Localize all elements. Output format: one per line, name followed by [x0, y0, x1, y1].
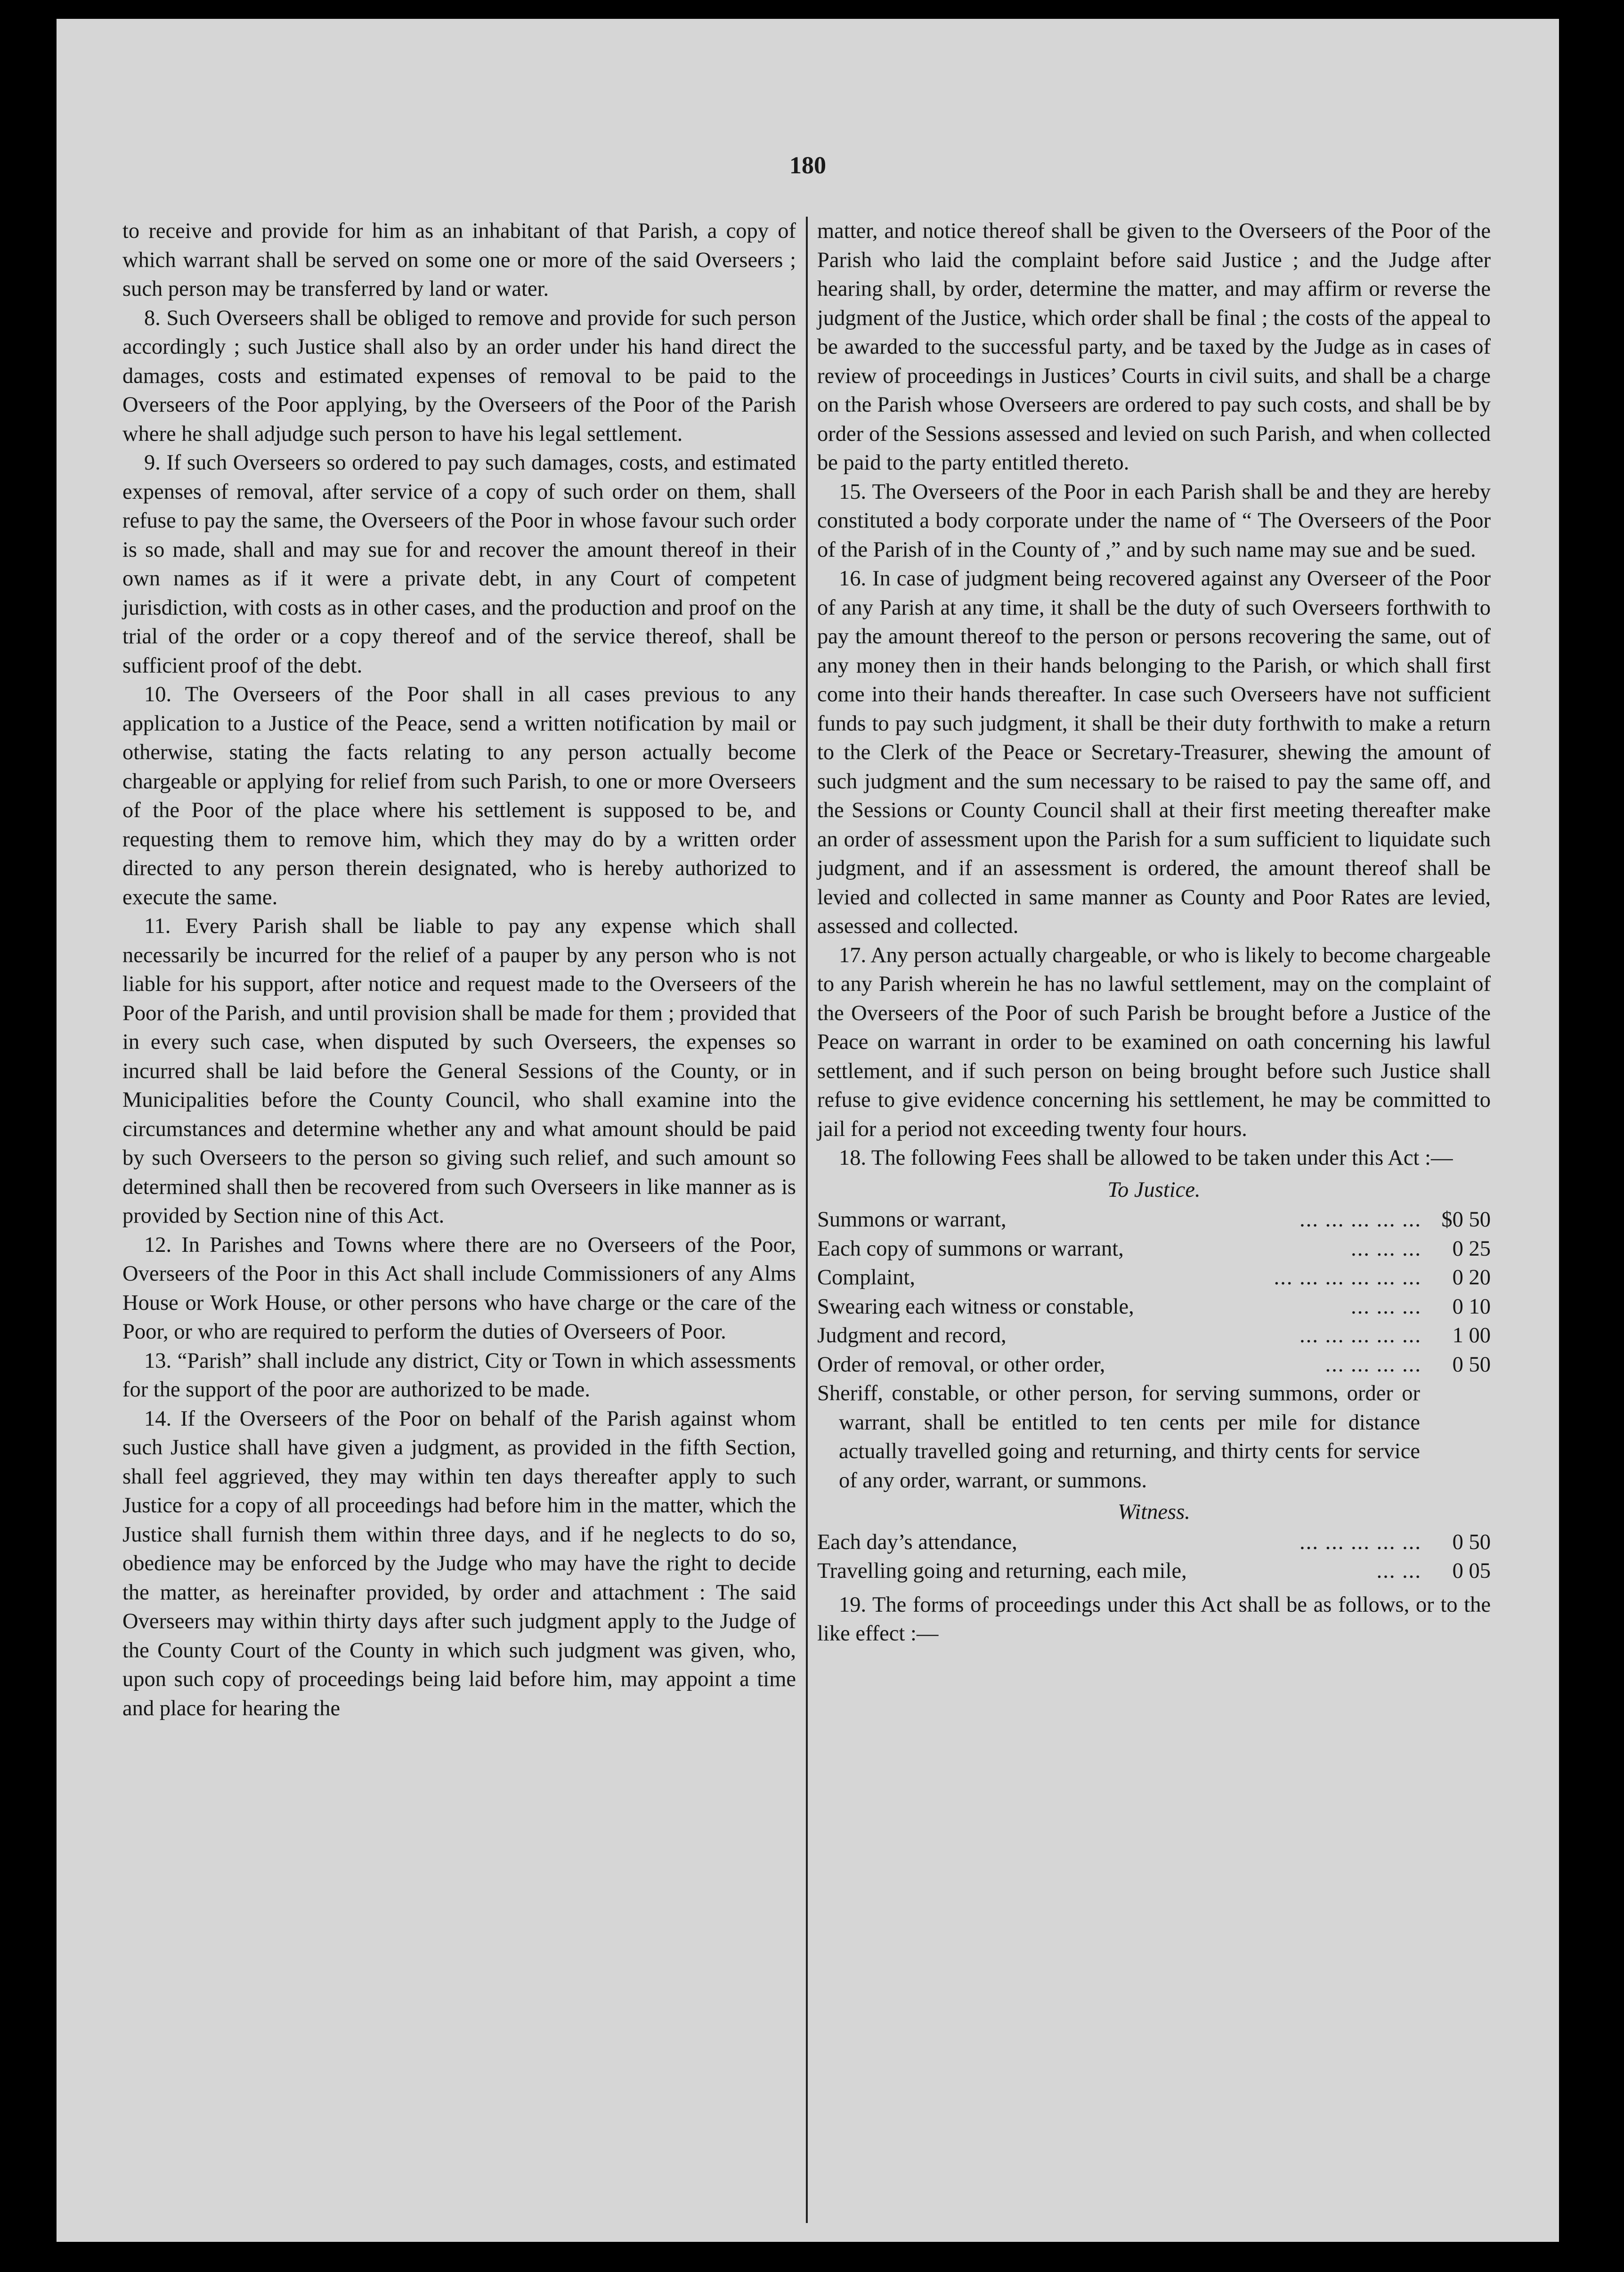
section-12: 12. In Parishes and Towns where there are no Overseers of the Poor, Overseers of the Poor in this Act shall include Commissioners of any Alms House or Work House, or other persons who have charge or the care of the Poor, or who are required to perform the duties of Overseers of Poor.	[122, 1233, 796, 1344]
section-8: 8. Such Overseers shall be obliged to remove and provide for such person accordingly ; such Justice shall also by an order under his hand direct the damages, costs and estimated expenses of removal to be paid to the Overseers of the Poor applying, by the Overseers of the Poor of the Parish where he shall adjudge such person to have his legal settlement.	[122, 306, 796, 446]
fee-row	[817, 1528, 1491, 1557]
fee-leader-dots: ... ... ... ... ... ...	[1274, 1266, 1421, 1290]
fee-amount: 0 05	[1452, 1559, 1491, 1583]
fee-row	[817, 1205, 1491, 1234]
fee-leader-dots: ... ... ...	[1351, 1294, 1421, 1319]
fee-label: Summons or warrant,	[817, 1208, 1007, 1232]
fee-amount: 0 50	[1452, 1352, 1491, 1377]
fee-leader-dots: ... ...	[1376, 1559, 1421, 1583]
fees-witness-heading: Witness.	[1118, 1500, 1190, 1524]
page-number: 180	[789, 152, 826, 179]
section-19: 19. The forms of proceedings under this Act shall be as follows, or to the like effect :—	[817, 1592, 1491, 1646]
fee-amount: 0 20	[1452, 1266, 1491, 1290]
fee-amount: 0 10	[1452, 1294, 1491, 1319]
fee-row	[817, 1292, 1491, 1322]
fee-row	[817, 1321, 1491, 1350]
section-10: 10. The Overseers of the Poor shall in all cases previous to any application to a Justice of the Peace, send a written notification by mail or otherwise, stating the facts relating to any person actually become chargeable or applying for relief from such Parish, to one or more Overseers of the Poor of the place where his settlement is supposed to be, and requesting them to remove him, which they may do by a written order directed to any person therein designated, who is hereby authorized to execute the same.	[122, 682, 796, 909]
section-15: 15. The Overseers of the Poor in each Parish shall be and they are hereby constituted a body corporate under the name of “ The Overseers of the Poor of the Parish of in the County of ,” and by such name may sue and be sued.	[817, 479, 1491, 562]
fee-row	[817, 1557, 1491, 1586]
section-13: 13. “Parish” shall include any district, City or Town in which assessments for the support of the poor are authorized to be made.	[122, 1348, 796, 1402]
fee-label: Each day’s attendance,	[817, 1530, 1017, 1554]
section-16: 16. In case of judgment being recovered against any Overseer of the Poor of any Parish at any time, it shall be the duty of such Overseers forthwith to pay the amount thereof to the person or persons recovering the same, out of any money then in their hands belonging to the Parish, or which shall first come into their hands thereafter. In case such Overseers have not sufficient funds to pay such judgment, it shall be their duty forthwith to make a return to the Clerk of the Peace or Secretary-Treasurer, shewing the amount of such judgment and the sum necessary to be raised to pay the same off, and the Sessions or County Council shall at their first meeting thereafter make an order of assessment upon the Parish for a sum sufficient to liquidate such judgment, and if an assessment is ordered, the amount thereof shall be levied and collected in same manner as County and Poor Rates are levied, assessed and collected.	[817, 567, 1491, 938]
left-column	[122, 217, 796, 1723]
fee-leader-dots: ... ... ... ...	[1325, 1352, 1421, 1377]
fee-amount: 0 25	[1452, 1236, 1491, 1261]
fee-label: Judgment and record,	[817, 1323, 1007, 1347]
fees-justice-table	[817, 1205, 1491, 1495]
section-9: 9. If such Overseers so ordered to pay such damages, costs, and estimated expenses of removal, after service of a copy of such order on them, shall refuse to pay the same, the Overseers of the Poor in whose favour such order is so made, shall and may sue for and recover the amount thereof in their own names as if it were a private debt, in any Court of competent jurisdiction, with costs as in other cases, and the production and proof on the trial of the order or a copy thereof and of the service thereof, shall be sufficient proof of the debt.	[122, 451, 796, 678]
sheriff-fee-note: Sheriff, constable, or other person, for serving summons, order or warrant, shall be entitled to ten cents per mile for distance actually travelled going and returning, and thirty cents for service of any order, warrant, or summons.	[817, 1381, 1420, 1493]
fee-leader-dots: ... ... ... ... ...	[1299, 1208, 1421, 1232]
fee-leader-dots: ... ... ...	[1351, 1236, 1421, 1261]
fee-row	[817, 1234, 1491, 1264]
document-page	[57, 19, 1559, 2242]
fee-amount: 1 00	[1452, 1323, 1491, 1347]
fee-row	[817, 1350, 1491, 1379]
paragraph-continued: to receive and provide for him as an inhabitant of that Parish, a copy of which warrant shall be served on some one or more of the said Overseers ; such person may be transferred by land or water.	[122, 219, 796, 301]
section-14-continued: matter, and notice thereof shall be given to the Overseers of the Poor of the Parish who laid the complaint before said Justice ; and the Judge after hearing shall, by order, determine the matter, and may affirm or reverse the judgment of the Justice, which order shall be final ; the costs of the appeal to be awarded to the successful party, and be taxed by the Judge as in cases of review of proceedings in Justices’ Courts in civil suits, and shall be a charge on the Parish whose Overseers are ordered to pay such costs, and shall be by order of the Sessions assessed and levied on such Parish, and when collected be paid to the party entitled thereto.	[817, 219, 1491, 475]
section-11: 11. Every Parish shall be liable to pay any expense which shall necessarily be incurred for the relief of a pauper by any person who is not liable for his support, after notice and request made to the Overseers of the Poor of the Parish, and until provision shall be made for them ; provided that in every such case, when disputed by such Overseers, the expenses so incurred shall be laid before the General Sessions of the County, or in Municipalities before the County Council, who shall examine into the circumstances and determine whether any and what amount should be paid by such Overseers to the person so giving such relief, and such amount so determined shall then be recovered from such Overseers in like manner as is provided by Section nine of this Act.	[122, 914, 796, 1228]
fees-witness-table	[817, 1528, 1491, 1586]
fee-label: Travelling going and returning, each mile,	[817, 1559, 1187, 1583]
fee-row	[817, 1263, 1491, 1292]
fee-leader-dots: ... ... ... ... ...	[1299, 1323, 1421, 1347]
section-17: 17. Any person actually chargeable, or who is likely to become chargeable to any Parish wherein he has no lawful settlement, may on the complaint of the Overseers of the Poor of such Parish be brought before a Justice of the Peace on warrant in order to be examined on oath concerning his lawful settlement, and if such person on being brought before such Justice shall refuse to give evidence concerning his settlement, he may be committed to jail for a period not exceeding twenty four hours.	[817, 943, 1491, 1141]
fees-justice-heading: To Justice.	[1107, 1177, 1201, 1202]
section-18: 18. The following Fees shall be allowed to be taken under this Act :—	[839, 1146, 1453, 1170]
column-divider	[806, 217, 808, 2223]
fee-label: Swearing each witness or constable,	[817, 1294, 1134, 1319]
fee-label: Complaint,	[817, 1266, 915, 1290]
right-column	[817, 217, 1491, 1648]
fee-label: Each copy of summons or warrant,	[817, 1236, 1124, 1261]
section-14: 14. If the Overseers of the Poor on behalf of the Parish against whom such Justice shall have given a judgment, as provided in the fifth Section, shall feel aggrieved, they may within ten days thereafter apply to such Justice for a copy of all proceedings had before him in the matter, which the Justice shall furnish them within three days, and if he neglects to do so, obedience may be enforced by the Judge who may have the right to decide the matter, as hereinafter provided, by order and attachment : The said Overseers may within thirty days after such judgment apply to the Judge of the County Court of the County in which such judgment was given, who, upon such copy of proceedings being laid before him, may appoint a time and place for hearing the	[122, 1406, 796, 1720]
fee-label: Order of removal, or other order,	[817, 1352, 1105, 1377]
fee-leader-dots: ... ... ... ... ...	[1299, 1530, 1421, 1554]
fee-amount: 0 50	[1452, 1530, 1491, 1554]
fee-amount: $0 50	[1441, 1208, 1491, 1232]
